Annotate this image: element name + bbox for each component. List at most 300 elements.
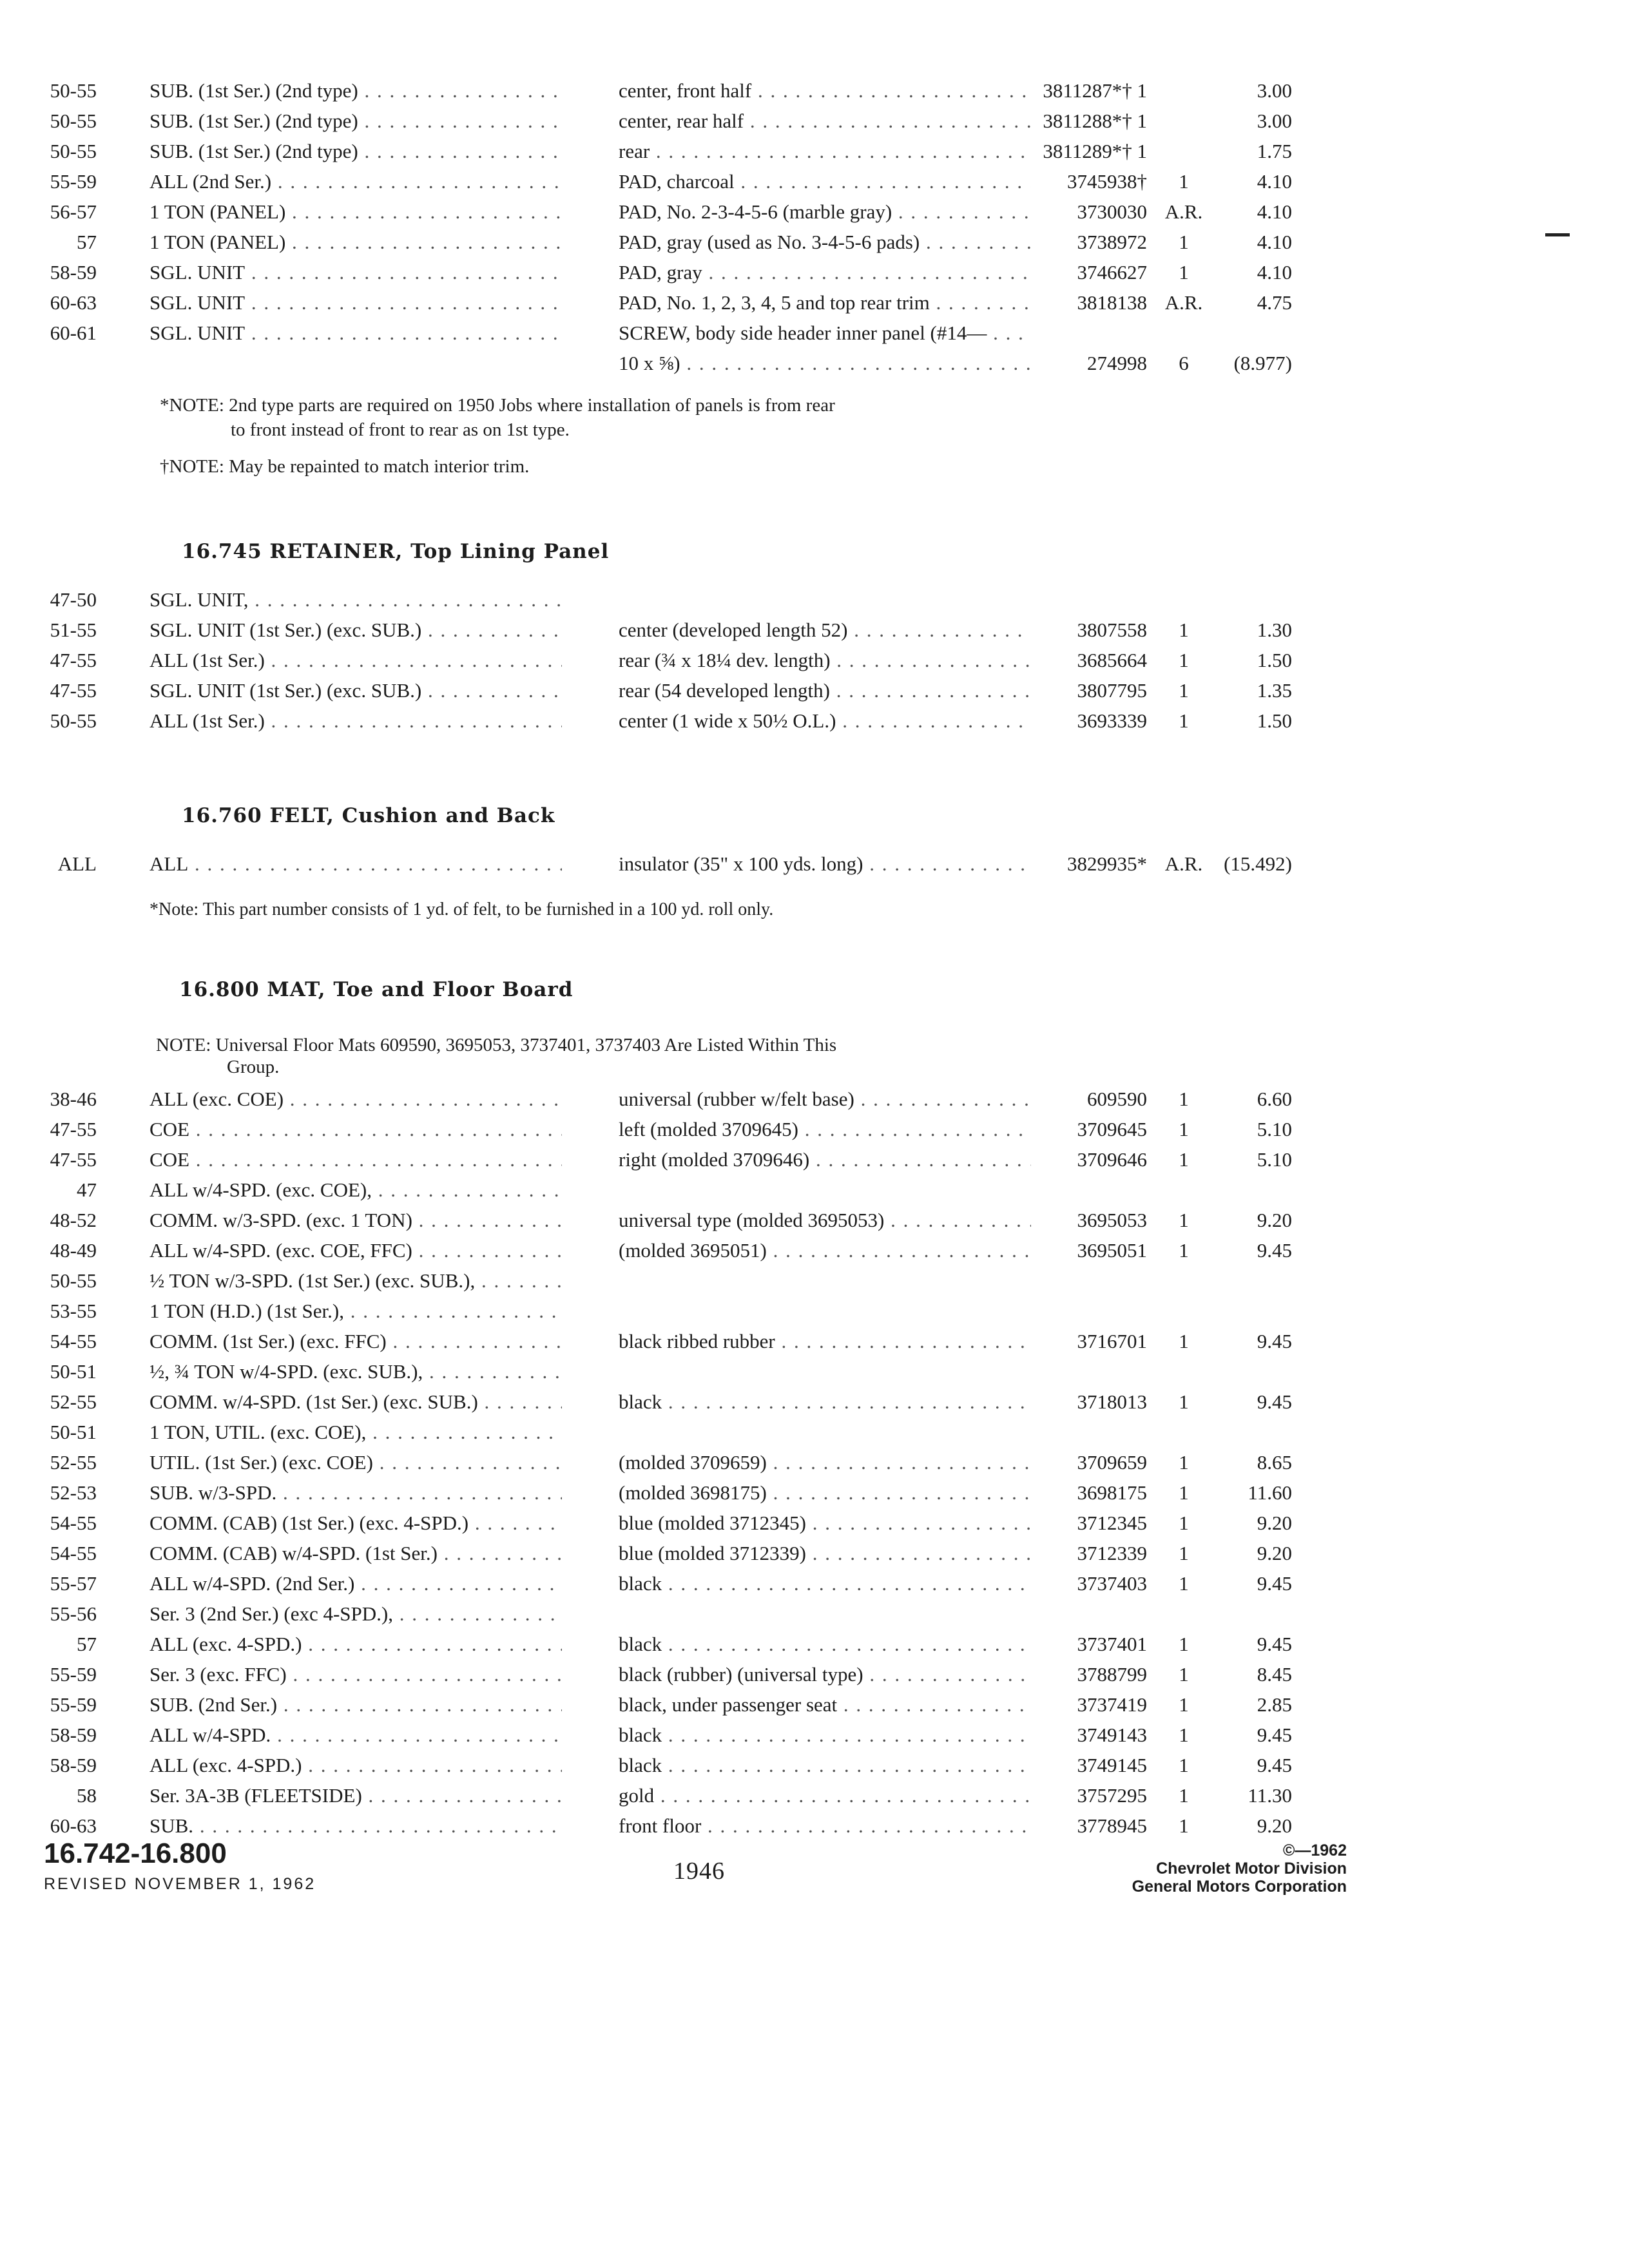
quantity: 1 <box>1179 1572 1189 1595</box>
model-applicability-text: ALL (exc. 4-SPD.) . . . <box>149 1754 562 1776</box>
parts-row <box>0 288 1629 318</box>
parts-row <box>0 1720 1629 1750</box>
publisher-division: Chevrolet Motor Division <box>1156 1860 1347 1878</box>
quantity: 1 <box>1179 1754 1189 1776</box>
part-number: 3811287*† 1 <box>1043 79 1147 102</box>
scan-mark <box>1545 233 1570 236</box>
part-description-text: black, under passenger seat . . . <box>619 1693 1031 1716</box>
year-range: 55-59 <box>50 1693 97 1716</box>
quantity: 1 <box>1179 1239 1189 1262</box>
model-applicability-text: SGL. UNIT, . . . <box>149 588 562 611</box>
parts-row <box>0 1811 1629 1841</box>
quantity: 6 <box>1179 352 1189 374</box>
price: 9.45 <box>1257 1239 1292 1262</box>
part-description <box>619 1206 1031 1235</box>
part-description <box>619 288 1031 318</box>
part-description-text: black ribbed rubber . . . <box>619 1330 1031 1352</box>
model-applicability-text: COE . . . <box>149 1118 562 1140</box>
part-number: 3709659 <box>1077 1451 1147 1474</box>
model-applicability <box>149 706 562 736</box>
part-number: 3716701 <box>1077 1330 1147 1352</box>
parts-row <box>0 1266 1629 1296</box>
model-applicability <box>149 197 562 227</box>
quantity: 1 <box>1179 170 1189 193</box>
model-applicability-text: COMM. (CAB) w/4-SPD. (1st Ser.) . . . <box>149 1542 562 1564</box>
year-range: 50-55 <box>50 709 97 732</box>
part-number: 3749145 <box>1077 1754 1147 1776</box>
section-title-16-800: 16.800 MAT, Toe and Floor Board <box>179 978 574 1001</box>
parts-row <box>0 1539 1629 1568</box>
year-range: 57 <box>77 231 97 253</box>
year-range: 52-55 <box>50 1390 97 1413</box>
parts-row <box>0 849 1629 879</box>
model-applicability-text: Ser. 3A-3B (FLEETSIDE) . . . <box>149 1784 562 1807</box>
model-applicability <box>149 227 562 257</box>
year-range: 56-57 <box>50 200 97 223</box>
model-applicability <box>149 1751 562 1780</box>
part-description-text: black (rubber) (universal type) . . . <box>619 1663 1031 1686</box>
part-number: 274998 <box>1087 352 1147 374</box>
model-applicability-text: SUB. (1st Ser.) (2nd type) . . . <box>149 79 562 102</box>
year-range: 53-55 <box>50 1300 97 1322</box>
model-applicability-text: SGL. UNIT . . . <box>149 322 562 344</box>
part-description-text: blue (molded 3712345) . . . <box>619 1512 1031 1534</box>
part-number: 3807558 <box>1077 619 1147 641</box>
revision-date: REVISED NOVEMBER 1, 1962 <box>44 1875 316 1893</box>
quantity: 1 <box>1179 1663 1189 1686</box>
parts-row <box>0 1145 1629 1175</box>
model-applicability <box>149 646 562 675</box>
price: 4.10 <box>1257 200 1292 223</box>
model-applicability-text: ALL (2nd Ser.) . . . <box>149 170 562 193</box>
part-number: 3730030 <box>1077 200 1147 223</box>
model-applicability <box>149 1508 562 1538</box>
price: 11.30 <box>1248 1784 1292 1807</box>
parts-row <box>0 1629 1629 1659</box>
part-description <box>619 106 1031 136</box>
price: 3.00 <box>1257 110 1292 132</box>
part-description <box>619 1508 1031 1538</box>
price: 11.60 <box>1248 1481 1292 1504</box>
quantity: 1 <box>1179 1481 1189 1504</box>
model-applicability-text: COMM. w/3-SPD. (exc. 1 TON) . . . <box>149 1209 562 1231</box>
model-applicability <box>149 1418 562 1447</box>
parts-row <box>0 349 1629 378</box>
quantity: 1 <box>1179 1330 1189 1352</box>
part-number: 3811289*† 1 <box>1043 140 1147 162</box>
quantity: 1 <box>1179 1693 1189 1716</box>
year-range: 58-59 <box>50 1754 97 1776</box>
model-applicability <box>149 1175 562 1205</box>
parts-row <box>0 585 1629 615</box>
parts-row <box>0 1175 1629 1205</box>
part-description <box>619 1145 1031 1175</box>
model-applicability-text: ALL (1st Ser.) . . . <box>149 709 562 732</box>
part-description <box>619 1327 1031 1356</box>
parts-row <box>0 1751 1629 1780</box>
part-description-text: front floor . . . <box>619 1814 1031 1837</box>
part-description-text: rear (54 developed length) . . . <box>619 679 1031 702</box>
quantity: 1 <box>1179 1088 1189 1110</box>
year-range: 58-59 <box>50 1724 97 1746</box>
model-applicability-text: COMM. (CAB) (1st Ser.) (exc. 4-SPD.) . . . <box>149 1512 562 1534</box>
part-number: 3829935* <box>1067 852 1147 875</box>
part-number: 3712345 <box>1077 1512 1147 1534</box>
year-range: 60-63 <box>50 291 97 314</box>
parts-row <box>0 76 1629 106</box>
parts-row <box>0 1660 1629 1689</box>
model-applicability-text: COE . . . <box>149 1148 562 1171</box>
note-2nd-type-line1: *NOTE: 2nd type parts are required on 1950 Jobs where installation of panels is from rear <box>160 395 835 416</box>
year-range: 58-59 <box>50 261 97 284</box>
parts-row <box>0 227 1629 257</box>
model-applicability <box>149 676 562 706</box>
model-applicability-text: ½ TON w/3-SPD. (1st Ser.) (exc. SUB.), . . . <box>149 1269 562 1292</box>
model-applicability-text: ½, ¾ TON w/4-SPD. (exc. SUB.), . . . <box>149 1360 562 1383</box>
parts-row <box>0 706 1629 736</box>
part-number: 3695051 <box>1077 1239 1147 1262</box>
part-description <box>619 1751 1031 1780</box>
part-description-text: left (molded 3709645) . . . <box>619 1118 1031 1140</box>
model-applicability-text: SGL. UNIT . . . <box>149 291 562 314</box>
model-applicability-text: Ser. 3 (exc. FFC) . . . <box>149 1663 562 1686</box>
model-applicability <box>149 1115 562 1144</box>
model-applicability-text: 1 TON (PANEL) . . . <box>149 200 562 223</box>
price: 9.20 <box>1257 1814 1292 1837</box>
part-description <box>619 1781 1031 1811</box>
year-range: 55-59 <box>50 1663 97 1686</box>
parts-row <box>0 615 1629 645</box>
parts-row <box>0 106 1629 136</box>
year-range: 47-55 <box>50 1148 97 1171</box>
quantity: 1 <box>1179 1118 1189 1140</box>
part-description-text: (molded 3709659) . . . <box>619 1451 1031 1474</box>
price: 3.00 <box>1257 79 1292 102</box>
note-universal-mats <box>156 1030 836 1082</box>
year-range: 55-56 <box>50 1602 97 1625</box>
model-applicability <box>149 1266 562 1296</box>
part-description <box>619 615 1031 645</box>
note-universal-mats-line1: NOTE: Universal Floor Mats 609590, 3695053, 3737401, 3737403 Are Listed Within This <box>156 1035 837 1055</box>
year-range: 52-55 <box>50 1451 97 1474</box>
part-number: 3695053 <box>1077 1209 1147 1231</box>
year-range: 50-55 <box>50 110 97 132</box>
quantity: 1 <box>1179 1542 1189 1564</box>
quantity: 1 <box>1179 1512 1189 1534</box>
model-applicability-text: SUB. (1st Ser.) (2nd type) . . . <box>149 110 562 132</box>
model-applicability-text: 1 TON (H.D.) (1st Ser.), . . . <box>149 1300 562 1322</box>
price: 9.20 <box>1257 1542 1292 1564</box>
parts-row <box>0 1296 1629 1326</box>
part-description <box>619 258 1031 287</box>
model-applicability <box>149 1478 562 1508</box>
parts-row <box>0 1781 1629 1811</box>
model-applicability-text: ALL (exc. COE) . . . <box>149 1088 562 1110</box>
year-range: 60-61 <box>50 322 97 344</box>
part-description <box>619 1115 1031 1144</box>
price: (15.492) <box>1224 852 1292 875</box>
part-description-text: universal (rubber w/felt base) . . . <box>619 1088 1031 1110</box>
model-applicability-text: ALL w/4-SPD. (exc. COE), . . . <box>149 1178 562 1201</box>
model-applicability-text: ALL w/4-SPD. (2nd Ser.) . . . <box>149 1572 562 1595</box>
quantity: 1 <box>1179 649 1189 671</box>
model-applicability-text: ALL (1st Ser.) . . . <box>149 649 562 671</box>
part-number: 3745938† <box>1067 170 1147 193</box>
parts-row <box>0 1115 1629 1144</box>
price: 1.50 <box>1257 709 1292 732</box>
parts-row <box>0 646 1629 675</box>
part-description-text: universal type (molded 3695053) . . . <box>619 1209 1031 1231</box>
part-description <box>619 1448 1031 1477</box>
part-description <box>619 1811 1031 1841</box>
parts-row <box>0 1236 1629 1265</box>
part-description <box>619 646 1031 675</box>
model-applicability <box>149 1781 562 1811</box>
part-description-text: 10 x ⅝) . . . <box>619 352 1031 374</box>
quantity: 1 <box>1179 1633 1189 1655</box>
model-applicability-text: ALL w/4-SPD. . . . <box>149 1724 562 1746</box>
parts-row <box>0 1448 1629 1477</box>
page-number: 1946 <box>673 1858 725 1885</box>
parts-row <box>0 1357 1629 1387</box>
quantity: 1 <box>1179 709 1189 732</box>
price: 9.20 <box>1257 1512 1292 1534</box>
part-description <box>619 167 1031 197</box>
publisher-block <box>1089 1841 1347 1896</box>
part-description-text: right (molded 3709646) . . . <box>619 1148 1031 1171</box>
model-applicability <box>149 1327 562 1356</box>
model-applicability <box>149 76 562 106</box>
price: 8.45 <box>1257 1663 1292 1686</box>
model-applicability <box>149 258 562 287</box>
year-range: 50-55 <box>50 140 97 162</box>
model-applicability-text: SUB. (1st Ser.) (2nd type) . . . <box>149 140 562 162</box>
model-applicability <box>149 137 562 166</box>
quantity: 1 <box>1179 231 1189 253</box>
parts-row <box>0 1327 1629 1356</box>
quantity: 1 <box>1179 1390 1189 1413</box>
model-applicability <box>149 849 562 879</box>
part-description <box>619 1720 1031 1750</box>
model-applicability <box>149 1236 562 1265</box>
price: 4.10 <box>1257 231 1292 253</box>
price: 2.85 <box>1257 1693 1292 1716</box>
part-number: 3778945 <box>1077 1814 1147 1837</box>
model-applicability-text: Ser. 3 (2nd Ser.) (exc 4-SPD.), . . . <box>149 1602 562 1625</box>
part-description-text: rear . . . <box>619 140 1031 162</box>
part-number: 3709646 <box>1077 1148 1147 1171</box>
year-range: 50-55 <box>50 1269 97 1292</box>
price: 9.45 <box>1257 1724 1292 1746</box>
price: 4.10 <box>1257 261 1292 284</box>
year-range: 50-55 <box>50 79 97 102</box>
model-applicability-text: COMM. (1st Ser.) (exc. FFC) . . . <box>149 1330 562 1352</box>
price: 9.20 <box>1257 1209 1292 1231</box>
part-description-text: black . . . <box>619 1633 1031 1655</box>
price: 4.75 <box>1257 291 1292 314</box>
part-description <box>619 1236 1031 1265</box>
price: 1.30 <box>1257 619 1292 641</box>
year-range: 50-51 <box>50 1360 97 1383</box>
year-range: 48-49 <box>50 1239 97 1262</box>
part-description <box>619 76 1031 106</box>
part-description-text: PAD, charcoal . . . <box>619 170 1031 193</box>
part-description-text: rear (¾ x 18¼ dev. length) . . . <box>619 649 1031 671</box>
model-applicability-text: SGL. UNIT (1st Ser.) (exc. SUB.) . . . <box>149 619 562 641</box>
model-applicability-text: 1 TON (PANEL) . . . <box>149 231 562 253</box>
quantity: 1 <box>1179 1784 1189 1807</box>
part-description <box>619 676 1031 706</box>
part-number: 3709645 <box>1077 1118 1147 1140</box>
part-description <box>619 1478 1031 1508</box>
part-description <box>619 227 1031 257</box>
year-range: 50-51 <box>50 1421 97 1443</box>
part-description-text: PAD, No. 1, 2, 3, 4, 5 and top rear trim . . . <box>619 291 1031 314</box>
quantity: A.R. <box>1164 852 1203 875</box>
quantity: A.R. <box>1164 200 1203 223</box>
part-description-text: center (developed length 52) . . . <box>619 619 1031 641</box>
copyright-year: ©—1962 <box>1282 1841 1347 1860</box>
part-number: 3807795 <box>1077 679 1147 702</box>
year-range: 47-55 <box>50 679 97 702</box>
year-range: 47-50 <box>50 588 97 611</box>
note-universal-mats-line2: Group. <box>227 1057 280 1077</box>
parts-row <box>0 1599 1629 1629</box>
part-number: 3737403 <box>1077 1572 1147 1595</box>
part-description-text: insulator (35" x 100 yds. long) . . . <box>619 852 1031 875</box>
section-title-16-760: 16.760 FELT, Cushion and Back <box>182 804 555 827</box>
model-applicability <box>149 1084 562 1114</box>
parts-row <box>0 318 1629 348</box>
publisher-corporation: General Motors Corporation <box>1132 1878 1347 1896</box>
part-description-text: blue (molded 3712339) . . . <box>619 1542 1031 1564</box>
model-applicability <box>149 1720 562 1750</box>
note-felt-roll: *Note: This part number consists of 1 yd. of felt, to be furnished in a 100 yd. roll only. <box>149 899 774 919</box>
part-description <box>619 1629 1031 1659</box>
model-applicability <box>149 167 562 197</box>
model-applicability <box>149 106 562 136</box>
parts-row <box>0 1569 1629 1599</box>
year-range: 47-55 <box>50 1118 97 1140</box>
model-applicability <box>149 1296 562 1326</box>
part-number: 3749143 <box>1077 1724 1147 1746</box>
model-applicability <box>149 585 562 615</box>
note-2nd-type <box>160 390 835 445</box>
model-applicability-text: SUB. (2nd Ser.) . . . <box>149 1693 562 1716</box>
part-description-text: PAD, gray . . . <box>619 261 1031 284</box>
part-description-text: (molded 3695051) . . . <box>619 1239 1031 1262</box>
part-number: 3693339 <box>1077 709 1147 732</box>
year-range: 54-55 <box>50 1330 97 1352</box>
model-applicability <box>149 1539 562 1568</box>
year-range: 54-55 <box>50 1512 97 1534</box>
quantity: 1 <box>1179 1209 1189 1231</box>
model-applicability-text: SUB. w/3-SPD. . . . <box>149 1481 562 1504</box>
part-description <box>619 318 1031 348</box>
year-range: 47 <box>77 1178 97 1201</box>
parts-row <box>0 1418 1629 1447</box>
price: 9.45 <box>1257 1390 1292 1413</box>
model-applicability <box>149 615 562 645</box>
part-number: 3738972 <box>1077 231 1147 253</box>
parts-row <box>0 258 1629 287</box>
price: 6.60 <box>1257 1088 1292 1110</box>
model-applicability <box>149 1629 562 1659</box>
price: 1.35 <box>1257 679 1292 702</box>
quantity: A.R. <box>1164 291 1203 314</box>
note-2nd-type-line2: to front instead of front to rear as on 1st type. <box>231 419 570 440</box>
parts-row <box>0 167 1629 197</box>
part-description <box>619 1387 1031 1417</box>
year-range: 47-55 <box>50 649 97 671</box>
price: 9.45 <box>1257 1330 1292 1352</box>
parts-row <box>0 1690 1629 1720</box>
quantity: 1 <box>1179 1451 1189 1474</box>
model-applicability-text: 1 TON, UTIL. (exc. COE), . . . <box>149 1421 562 1443</box>
part-description-text: black . . . <box>619 1572 1031 1595</box>
section-title-16-745: 16.745 RETAINER, Top Lining Panel <box>182 540 610 563</box>
part-description-text: black . . . <box>619 1754 1031 1776</box>
part-number: 3788799 <box>1077 1663 1147 1686</box>
part-description <box>619 1539 1031 1568</box>
year-range: 48-52 <box>50 1209 97 1231</box>
part-description-text: center (1 wide x 50½ O.L.) . . . <box>619 709 1031 732</box>
quantity: 1 <box>1179 1724 1189 1746</box>
parts-row <box>0 676 1629 706</box>
model-applicability <box>149 1357 562 1387</box>
price: 9.45 <box>1257 1754 1292 1776</box>
year-range: 51-55 <box>50 619 97 641</box>
model-applicability <box>149 1599 562 1629</box>
part-number: 3811288*† 1 <box>1043 110 1147 132</box>
part-description <box>619 1084 1031 1114</box>
parts-row <box>0 1478 1629 1508</box>
part-description <box>619 349 1031 378</box>
price: (8.977) <box>1233 352 1292 374</box>
quantity: 1 <box>1179 679 1189 702</box>
model-applicability <box>149 1448 562 1477</box>
price: 4.10 <box>1257 170 1292 193</box>
price: 5.10 <box>1257 1118 1292 1140</box>
part-number: 3746627 <box>1077 261 1147 284</box>
year-range: 38-46 <box>50 1088 97 1110</box>
part-description <box>619 849 1031 879</box>
year-range: 57 <box>77 1633 97 1655</box>
year-range: 55-59 <box>50 170 97 193</box>
part-number: 3685664 <box>1077 649 1147 671</box>
part-description-text: SCREW, body side header inner panel (#14— . . . <box>619 322 1031 344</box>
parts-row <box>0 1508 1629 1538</box>
part-number: 3818138 <box>1077 291 1147 314</box>
year-range: 60-63 <box>50 1814 97 1837</box>
model-applicability <box>149 1811 562 1841</box>
part-number: 3737401 <box>1077 1633 1147 1655</box>
model-applicability <box>149 288 562 318</box>
part-description-text: center, front half . . . <box>619 79 1031 102</box>
part-description-text: (molded 3698175) . . . <box>619 1481 1031 1504</box>
price: 9.45 <box>1257 1572 1292 1595</box>
year-range: ALL <box>57 852 97 875</box>
parts-row <box>0 137 1629 166</box>
page-section-range: 16.742-16.800 <box>44 1838 227 1869</box>
year-range: 58 <box>77 1784 97 1807</box>
price: 9.45 <box>1257 1633 1292 1655</box>
part-description <box>619 137 1031 166</box>
price: 1.75 <box>1257 140 1292 162</box>
part-description-text: gold . . . <box>619 1784 1031 1807</box>
year-range: 54-55 <box>50 1542 97 1564</box>
year-range: 52-53 <box>50 1481 97 1504</box>
